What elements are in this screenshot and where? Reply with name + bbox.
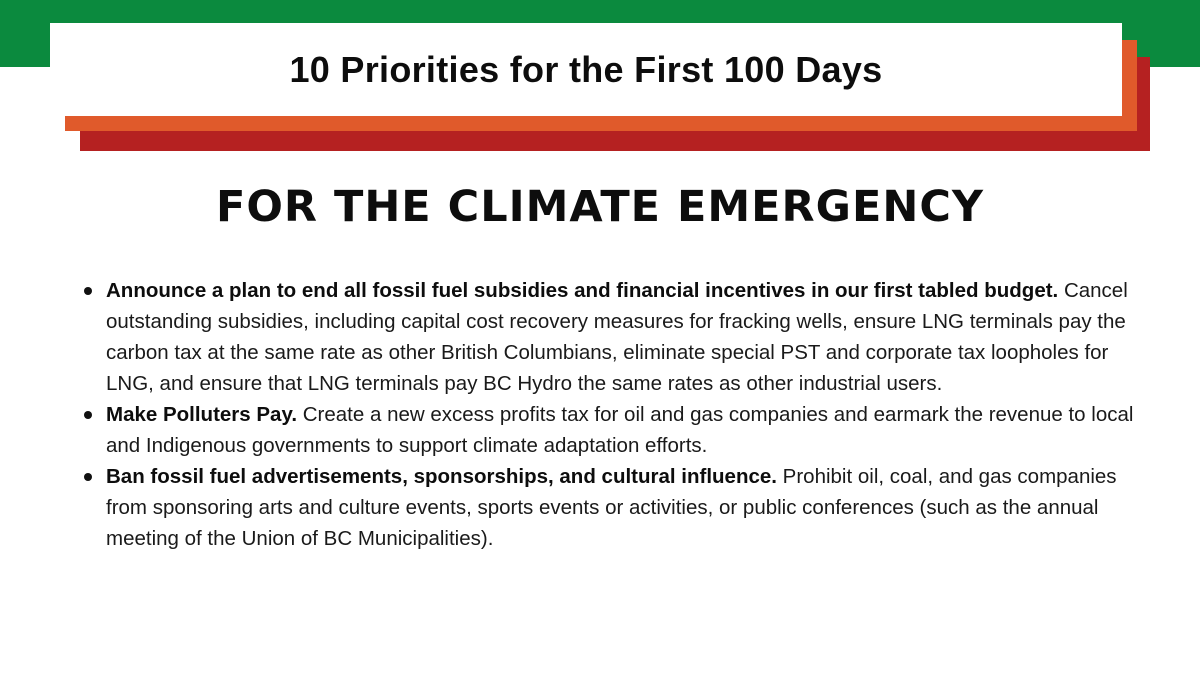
list-item-body: Cancel outstanding subsidies, including capital cost recovery measures for fracking wells, ensure LNG terminals pay the carbon tax at the same rate as other British Columbians, eliminate special PST and corporate tax loopholes for LNG, and ensure that LNG terminals pay BC Hydro the same rates as other industrial users. [106,279,1128,395]
page-title: 10 Priorities for the First 100 Days [289,48,883,90]
list-item-body: Create a new excess profits tax for oil and gas companies and earmark the revenue to local and Indigenous governments to support climate adaptation efforts. [106,403,1134,457]
bullet-dot-icon [84,411,92,419]
list-item [84,461,1134,554]
list-item-lead: Make Polluters Pay. [106,403,298,426]
header-card [50,23,1122,116]
list-item-lead: Ban fossil fuel advertisements, sponsorships, and cultural influence. [106,465,777,488]
list-item-lead: Announce a plan to end all fossil fuel subsidies and financial incentives in our first tabled budget. [106,279,1059,302]
list-item-body: Prohibit oil, coal, and gas companies from sponsoring arts and culture events, sports events or activities, or public conferences (such as the annual meeting of the Union of BC Municipalities). [106,465,1117,550]
bullet-dot-icon [84,473,92,481]
list-item [84,399,1134,461]
priority-list [84,275,1134,554]
list-item [84,275,1134,399]
bullet-dot-icon [84,287,92,295]
section-heading: FOR THE CLIMATE EMERGENCY [215,182,985,232]
